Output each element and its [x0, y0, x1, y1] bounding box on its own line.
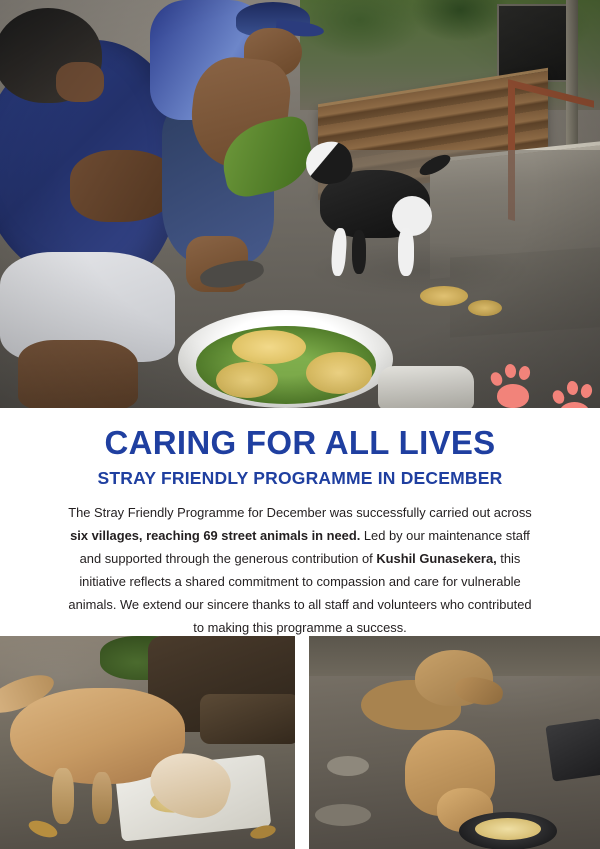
photo-vignette	[0, 0, 600, 408]
text-section	[0, 408, 600, 635]
bl-fallen-log-2	[200, 694, 295, 744]
body-part-1: The Stray Friendly Programme for December was successfully carried out across	[68, 505, 532, 520]
paw-print-1-icon	[489, 362, 539, 410]
body-part-2: Led by our maintenance staff and supported through the generous contribution of	[79, 527, 530, 566]
body-part-3: this initiative reflects a shared commitment to compassion and care for vulnerable animals. We extend our sincere thanks to all staff and volunteers who contributed to making this programme a success.	[68, 550, 532, 635]
bottom-photo-row	[0, 636, 600, 849]
hero-photo	[0, 0, 600, 408]
page-subtitle: STRAY FRIENDLY PROGRAMME IN DECEMBER	[97, 468, 503, 488]
br-bowl-rice	[475, 818, 541, 840]
bottom-left-photo	[0, 636, 295, 849]
br-stone-1	[327, 756, 369, 776]
bottom-right-photo	[309, 636, 600, 849]
page-title: CARING FOR ALL LIVES	[104, 424, 496, 461]
body-paragraph	[62, 502, 538, 640]
br-stone-2	[315, 804, 371, 826]
bl-dog-leg-rear	[92, 772, 112, 824]
body-bold-1: six villages, reaching 69 street animals in need.	[70, 527, 361, 543]
br-dark-mat	[545, 718, 600, 781]
bl-dog-leg-front	[52, 768, 74, 824]
body-bold-2: Kushil Gunasekera,	[376, 550, 497, 566]
